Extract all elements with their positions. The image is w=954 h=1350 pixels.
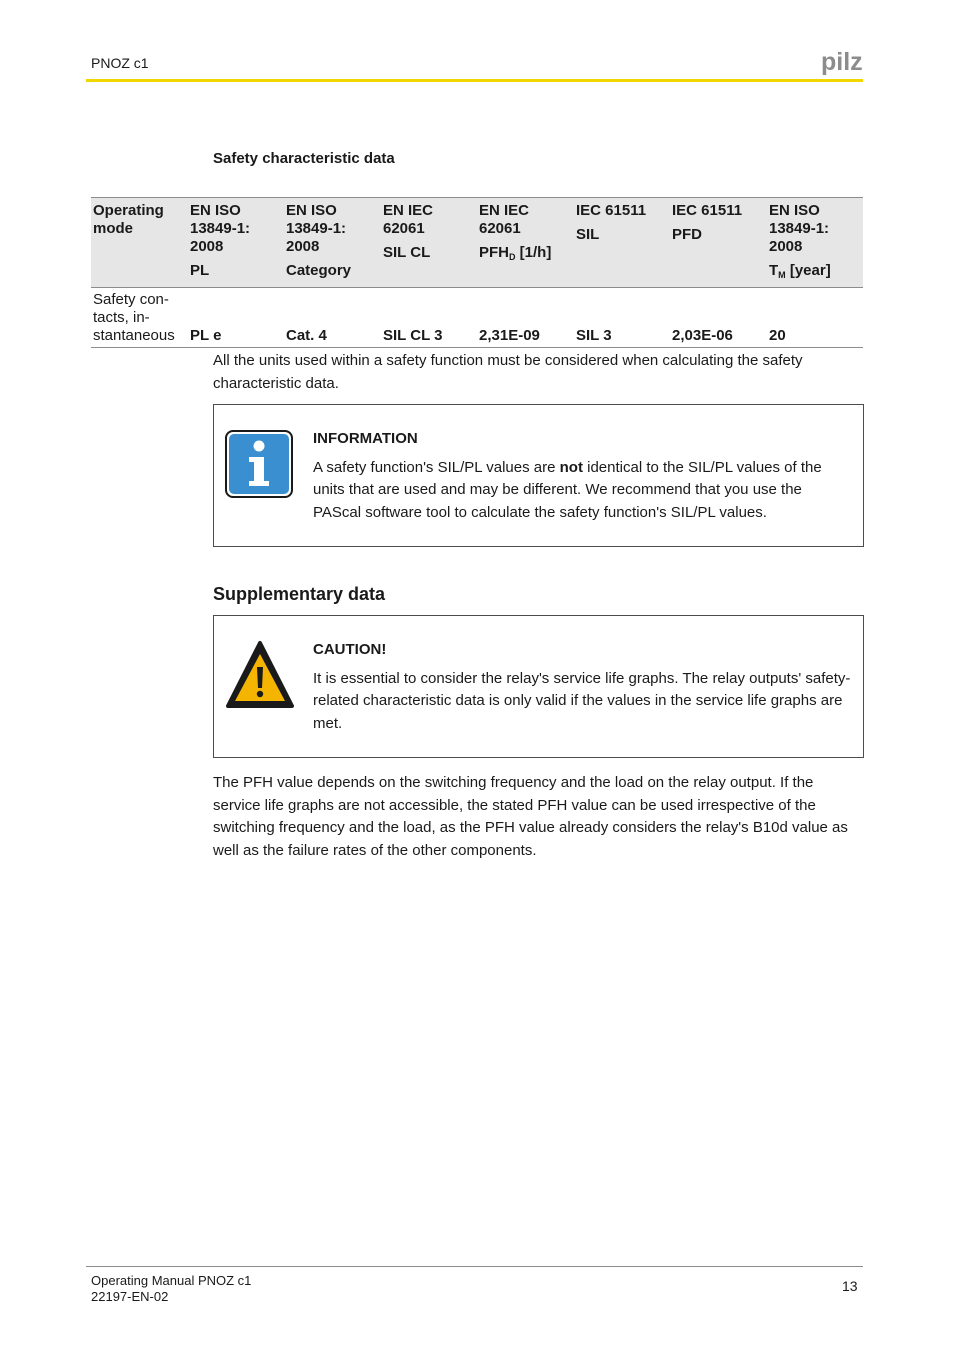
footer-info [91,1273,251,1305]
pfh-paragraph: The PFH value depends on the switching frequency and the load on the relay output. If the service life graphs are not accessible, the stated PFH value can be used irrespective of the switching frequency and the load, as the PFH value already considers the relay's B10d value as well as the failure rates of the other components. [213,774,848,859]
footer-rule [86,1266,863,1267]
information-text-before: A safety function's SIL/PL values are [313,459,560,476]
header-main: Operating mode [93,202,164,237]
table-header-row [91,198,863,288]
header-sub [479,244,572,266]
header-sub [769,262,861,284]
header-sub-base: T [769,262,779,279]
caution-title: CAUTION! [313,641,387,658]
pilz-logo [821,50,865,76]
cell-pfd: 2,03E-06 [670,288,767,348]
information-icon [225,430,293,498]
information-text [313,457,853,524]
footer-doc-number: 22197-EN-02 [91,1289,169,1304]
information-notice [213,404,864,547]
section-label: Safety characteristic data [213,150,395,167]
header-main: EN ISO 13849-1: 2008 [286,202,347,255]
cell-pl: PL e [188,288,284,348]
header-main: IEC 61511 [576,202,647,219]
header-en-iso-tm [767,198,863,288]
header-sub: PL [190,262,210,279]
header-en-iso-category [284,198,381,288]
svg-text:pilz: pilz [821,50,863,76]
header-sub-subscript: D [509,252,516,262]
caution-text: It is essential to consider the relay's service life graphs. The relay outputs' safety-related characteristic data is only valid if the values in the service life graphs are met. [313,670,851,732]
supplementary-heading: Supplementary data [213,584,386,604]
caution-notice [213,615,864,758]
information-text-bold: not [559,459,583,476]
cell-tm: 20 [767,288,863,348]
table-row [91,288,863,348]
cell-sil-cl: SIL CL 3 [381,288,477,348]
information-text-after: identical to the SIL/PL values of the units that are used and may be different. We recommend that you use the PAScal software tool to calculate the safety function's SIL/PL values. [313,459,822,521]
header-sub: SIL [576,226,600,243]
header-operating-mode [91,198,188,288]
header-sub: PFD [672,226,702,243]
header-sub-base: PFH [479,244,509,261]
cell-operating-mode: Safety con- tacts, in- stantaneous [91,288,188,348]
safety-data-table [91,197,863,348]
cell-category: Cat. 4 [284,288,381,348]
header-en-iec-sil-cl [381,198,477,288]
header-sub: SIL CL [383,244,431,261]
header-sub-suffix: [year] [785,262,831,279]
header-iec-sil [574,198,670,288]
header-en-iso-pl [188,198,284,288]
header-rule [86,79,863,82]
header-sub-subscript: M [778,270,786,280]
header-main: EN IEC 62061 [479,202,530,237]
header-sub-suffix: [1/h] [515,244,552,261]
warning-triangle-icon [225,640,295,710]
header-sub: Category [286,262,352,279]
footer-manual-title: Operating Manual PNOZ c1 [91,1273,252,1288]
header-main: EN IEC 62061 [383,202,434,237]
header-main: IEC 61511 [672,202,743,219]
header-title: PNOZ c1 [91,55,149,71]
header-main: EN ISO 13849-1: 2008 [769,202,830,255]
header-iec-pfd [670,198,767,288]
cell-sil: SIL 3 [574,288,670,348]
cell-pfhd: 2,31E-09 [477,288,574,348]
intro-paragraph: All the units used within a safety function must be considered when calculating the safety characteristic data. [213,352,803,392]
information-title: INFORMATION [313,430,418,447]
header-main: EN ISO 13849-1: 2008 [190,202,251,255]
header-en-iec-pfhd [477,198,574,288]
page-number: 13 [842,1278,858,1294]
